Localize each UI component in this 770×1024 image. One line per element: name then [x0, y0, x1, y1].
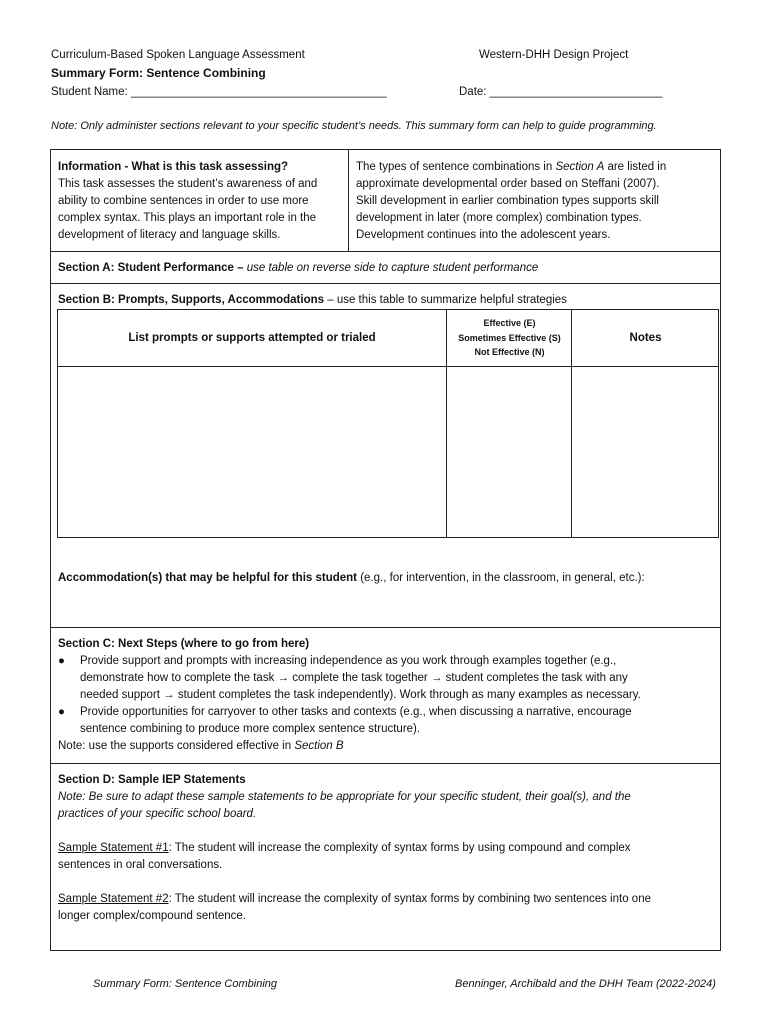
footer-left: Summary Form: Sentence Combining — [93, 978, 278, 990]
section-a-detail: use table on reverse side to capture student performance — [246, 262, 539, 274]
sample-statement-2 — [58, 891, 718, 908]
section-d-heading: Section D: Sample IEP Statements — [58, 774, 246, 786]
info-right-text: are listed in — [604, 161, 667, 173]
bullet-line: Provide support and prompts with increasing independence as you work through examples together (e.g., — [80, 655, 617, 667]
sample-statement-2-text: : The student will increase the complexity of syntax forms by combining two sentences into one — [168, 893, 651, 905]
info-right-line: approximate developmental order based on Steffani (2007). — [356, 178, 660, 190]
accommodations-detail: (e.g., for intervention, in the classroom, in general, etc.): — [357, 572, 645, 584]
sample-statement-2-cont: longer complex/compound sentence. — [58, 910, 246, 922]
bullet-line: sentence combining to produce more complex sentence structure). — [80, 723, 421, 735]
info-divider — [348, 149, 349, 251]
sample-statement-1-cont: sentences in oral conversations. — [58, 859, 223, 871]
bullet-line: Provide opportunities for carryover to other tasks and contexts (e.g., when discussing a narrative, encourage — [80, 706, 632, 718]
accommodations-label: Accommodation(s) that may be helpful for this student — [58, 572, 358, 584]
info-right-line: development in later (more complex) combination types. — [356, 212, 642, 224]
sample-statement-1-label: Sample Statement #1 — [58, 842, 169, 854]
bullet-line: needed support → student completes the task independently). Work through as many examples as necessary. — [80, 689, 641, 701]
col-notes-header: Notes — [629, 332, 662, 344]
eff-effective: Effective (E) — [483, 318, 536, 328]
table-header-rule — [57, 366, 719, 367]
info-left-cell — [58, 159, 343, 244]
eff-sometimes: Sometimes Effective (S) — [458, 332, 561, 343]
section-d-note-line: practices of your specific school board. — [58, 808, 257, 820]
section-b-ref: Section B — [294, 740, 344, 752]
section-c — [58, 636, 718, 755]
rule-info — [50, 251, 721, 252]
info-left-line: development of literacy and language skills. — [58, 229, 281, 241]
eff-not-effective: Not Effective (N) — [474, 347, 545, 357]
section-a-label: Section A: Student Performance – — [58, 262, 247, 274]
section-d-note-line: Note: Be sure to adapt these sample statements to be appropriate for your specific student, their goal(s), and the — [58, 791, 631, 803]
section-a — [58, 260, 538, 277]
info-heading: Information - What is this task assessing? — [58, 161, 289, 173]
section-d — [58, 772, 718, 925]
section-c-note-text: Note: use the supports considered effective in — [58, 740, 295, 752]
form-title: Summary Form: Sentence Combining — [51, 66, 266, 80]
col-effectiveness-header — [447, 316, 572, 360]
accommodations — [58, 570, 645, 587]
info-right-text: The types of sentence combinations in — [356, 161, 556, 173]
info-right-line: Skill development in earlier combination types supports skill — [356, 195, 659, 207]
date-field: Date: ___________________________ — [459, 86, 663, 98]
rule-section-b — [50, 627, 721, 628]
sample-statement-2-label: Sample Statement #2 — [58, 893, 169, 905]
bullet-icon: ● — [58, 706, 65, 718]
project-title: Western-DHH Design Project — [479, 49, 629, 61]
next-step-bullet — [58, 704, 718, 738]
section-b — [58, 292, 567, 309]
section-c-note — [58, 738, 718, 755]
spacer — [58, 823, 718, 840]
info-left-line: complex syntax. This plays an important role in the — [58, 212, 317, 224]
top-note: Note: Only administer sections relevant to your specific student’s needs. This summary form can help to guide programming. — [51, 120, 657, 132]
info-left-line: ability to combine sentences in order to use more — [58, 195, 309, 207]
sample-statement-1-text: : The student will increase the complexity of syntax forms by using compound and complex — [168, 842, 631, 854]
info-left-line: This task assesses the student’s awareness of and — [58, 178, 318, 190]
section-a-ref: Section A — [555, 161, 605, 173]
bullet-icon: ● — [58, 655, 65, 667]
section-b-label: Section B: Prompts, Supports, Accommodations — [58, 294, 325, 306]
rule-section-a — [50, 283, 721, 284]
section-c-heading: Section C: Next Steps (where to go from here) — [58, 638, 310, 650]
info-right-line: Development continues into the adolescent years. — [356, 229, 611, 241]
student-name-field: Student Name: ________________________________________ — [51, 86, 387, 98]
spacer — [58, 874, 718, 891]
rule-section-c — [50, 763, 721, 764]
col-prompts-header: List prompts or supports attempted or trialed — [128, 332, 376, 344]
next-step-bullet — [58, 653, 718, 704]
bullet-line: demonstrate how to complete the task → complete the task together → student completes the task with any — [80, 672, 628, 684]
footer-right: Benninger, Archibald and the DHH Team (2022-2024) — [455, 978, 716, 990]
assessment-title: Curriculum-Based Spoken Language Assessment — [51, 49, 305, 61]
sample-statement-1 — [58, 840, 718, 857]
info-right-line-1 — [356, 159, 714, 176]
section-b-detail: – use this table to summarize helpful strategies — [324, 294, 567, 306]
info-right-cell — [356, 159, 714, 244]
